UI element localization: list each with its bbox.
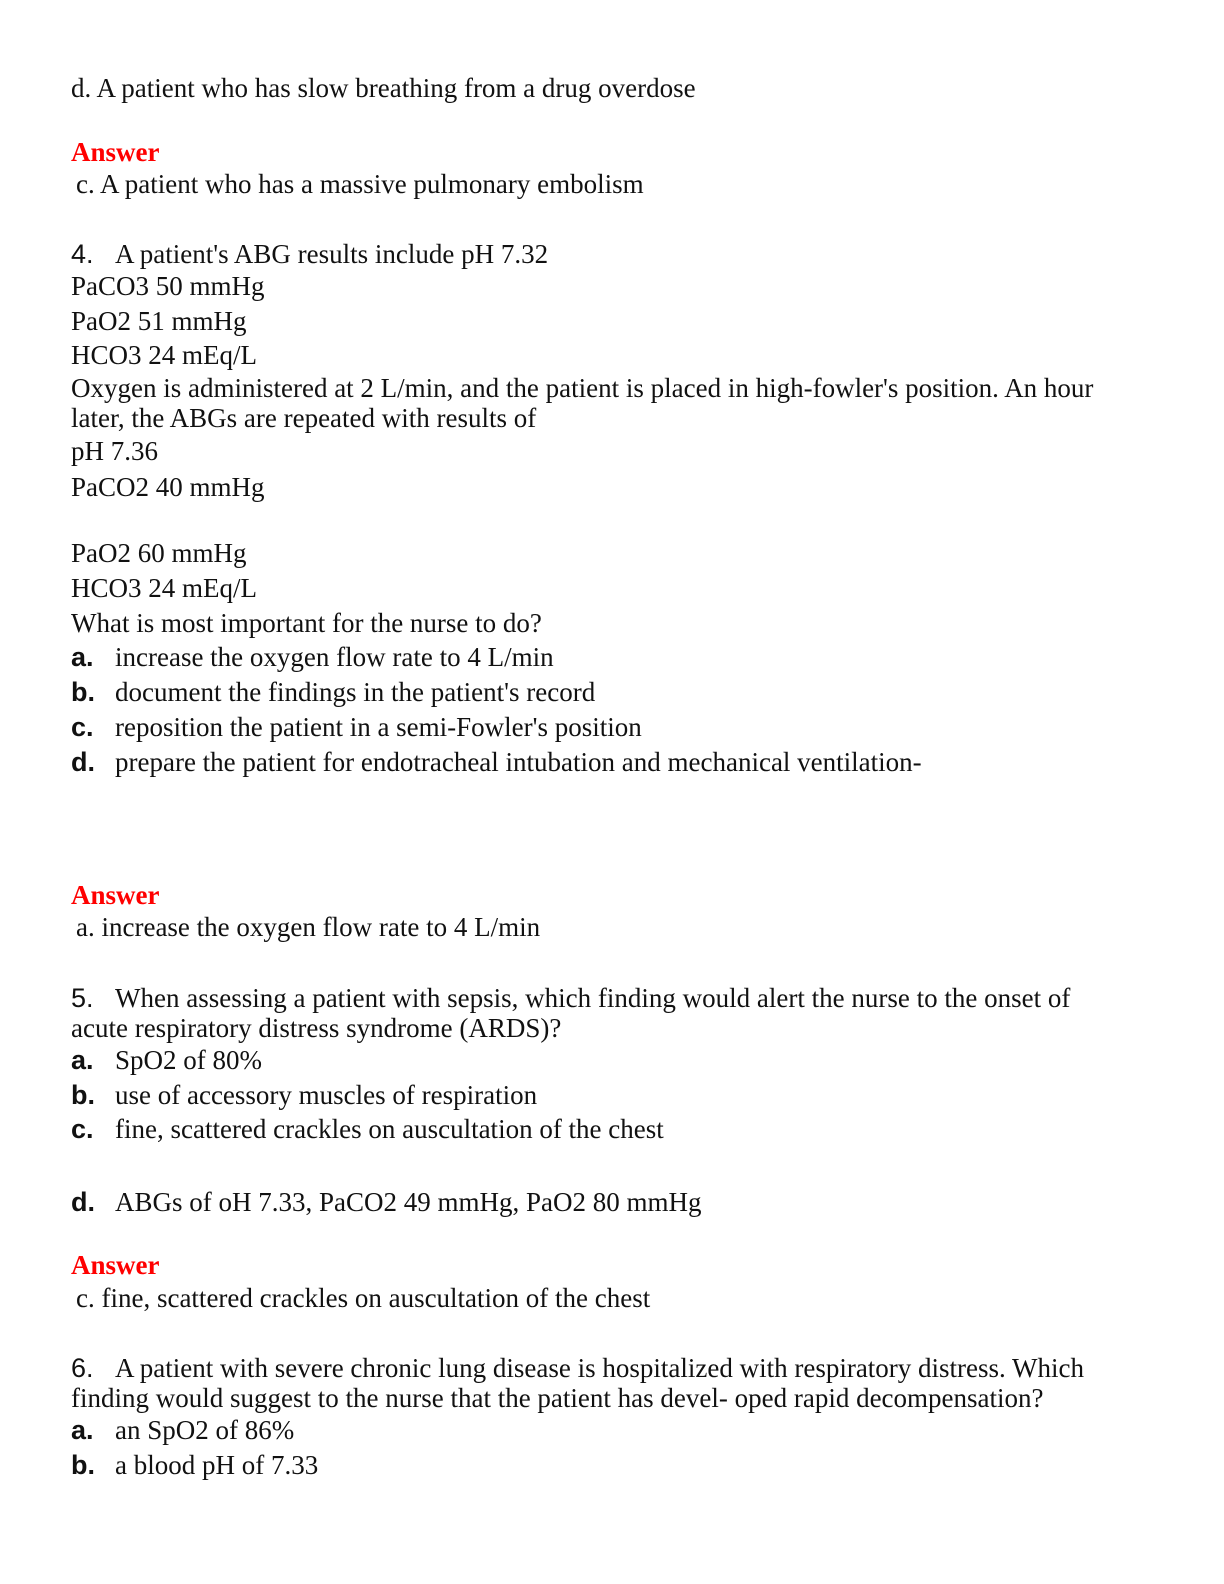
question-4-option-c [71, 711, 642, 743]
option-letter: c. [71, 1114, 94, 1144]
question-4-prompt: What is most important for the nurse to do? [71, 608, 542, 638]
question-6-option-a [71, 1414, 294, 1446]
option-letter: d. [71, 747, 95, 777]
question-5-option-a [71, 1044, 262, 1076]
option-text: increase the oxygen flow rate to 4 L/min [115, 642, 554, 672]
question-5-option-c [71, 1113, 664, 1145]
option-letter: d. [71, 1187, 95, 1217]
answer-heading: Answer [71, 1250, 160, 1280]
option-letter: a. [71, 1045, 94, 1075]
option-text: ABGs of oH 7.33, PaCO2 49 mmHg, PaO2 80 mmHg [115, 1187, 702, 1217]
answer-text: c. fine, scattered crackles on auscultation of the chest [76, 1283, 651, 1313]
option-letter: c. [71, 712, 94, 742]
option-letter: b. [71, 1080, 95, 1110]
question-number: 5. [71, 983, 94, 1013]
option-letter: b. [71, 677, 95, 707]
question-4-stem-line: PaCO2 40 mmHg [71, 472, 265, 502]
question-4-stem-line: pH 7.36 [71, 436, 158, 466]
question-4-stem-line: HCO3 24 mEq/L [71, 340, 257, 370]
question-6-stem-line [71, 1352, 1084, 1384]
question-4-stem-line: later, the ABGs are repeated with results of [71, 403, 537, 433]
option-text: SpO2 of 80% [115, 1045, 262, 1075]
option-text: use of accessory muscles of respiration [115, 1080, 538, 1110]
option-d-text: d. A patient who has slow breathing from a drug overdose [71, 73, 696, 103]
option-text: an SpO2 of 86% [115, 1415, 295, 1445]
option-letter: a. [71, 642, 94, 672]
option-letter: b. [71, 1450, 95, 1480]
question-stem-text: When assessing a patient with sepsis, which finding would alert the nurse to the onset of [115, 983, 1071, 1013]
option-text: document the findings in the patient's record [115, 677, 596, 707]
question-stem-text: A patient with severe chronic lung disease is hospitalized with respiratory distress. Which [115, 1353, 1085, 1383]
question-4-stem-line: PaCO3 50 mmHg [71, 271, 265, 301]
question-4-stem-line [71, 238, 548, 270]
answer-text: c. A patient who has a massive pulmonary embolism [76, 169, 644, 199]
question-number: 4. [71, 239, 94, 269]
option-text: fine, scattered crackles on auscultation of the chest [115, 1114, 664, 1144]
question-4-stem-line: PaO2 60 mmHg [71, 538, 247, 568]
option-text: prepare the patient for endotracheal intubation and mechanical ventilation- [115, 747, 922, 777]
question-6-stem-line: finding would suggest to the nurse that the patient has devel- oped rapid decompensation? [71, 1383, 1044, 1413]
question-5-stem-line: acute respiratory distress syndrome (ARDS)? [71, 1013, 562, 1043]
question-4-option-a [71, 641, 554, 673]
question-4-stem-line: Oxygen is administered at 2 L/min, and the patient is placed in high-fowler's position. An hour [71, 373, 1094, 403]
option-letter: a. [71, 1415, 94, 1445]
answer-text: a. increase the oxygen flow rate to 4 L/min [76, 912, 541, 942]
question-4-stem-line: PaO2 51 mmHg [71, 306, 247, 336]
question-stem-text: A patient's ABG results include pH 7.32 [115, 239, 549, 269]
answer-heading: Answer [71, 137, 160, 167]
question-5-option-b [71, 1079, 537, 1111]
question-6-option-b [71, 1449, 318, 1481]
option-text: reposition the patient in a semi-Fowler's position [115, 712, 642, 742]
question-4-option-b [71, 676, 595, 708]
question-5-option-d [71, 1186, 702, 1218]
question-number: 6. [71, 1353, 94, 1383]
question-4-option-d [71, 746, 922, 778]
question-5-stem-line [71, 982, 1070, 1014]
answer-heading: Answer [71, 880, 160, 910]
option-text: a blood pH of 7.33 [115, 1450, 319, 1480]
question-4-stem-line: HCO3 24 mEq/L [71, 573, 257, 603]
